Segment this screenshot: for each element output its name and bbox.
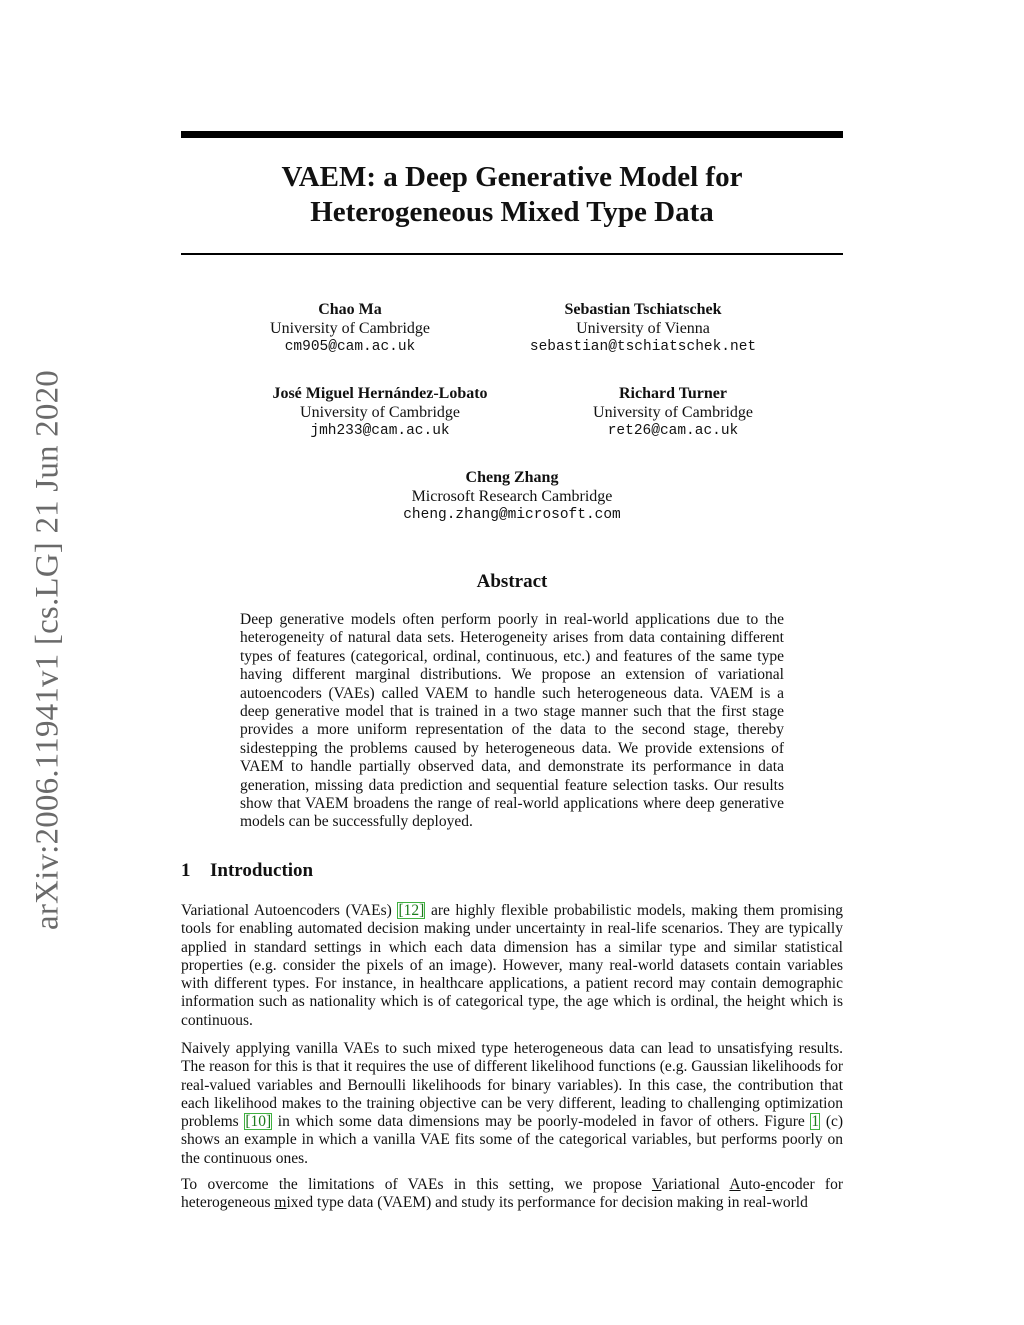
author-name: Cheng Zhang [465, 469, 559, 486]
section-heading [181, 860, 313, 882]
paragraph-text: (c) shows an example in which a vanilla VAE fits some of the categorical variables, but performs poorly on the continuous ones. [181, 1113, 844, 1167]
paragraph-text: ariational [661, 1176, 720, 1193]
paragraph-text: ixed type data (VAEM) and study its performance for decision making in real-world [286, 1194, 808, 1212]
arxiv-identifier [28, 360, 68, 940]
paragraph-text: are highly flexible probabilistic models, making them promising tools for enabling automated decision making under uncertainty in real-life scenarios. They are typically applied in standard settings in which each data dimension has a similar type and similar statistical properties (e.g. consider the pixels of an image). However, many real-world datasets contain variables with different types. For instance, in healthcare applications, a patient record may contain demographic information such as nationality which is of categorical type, the age which is ordinal, the height which is continuous. [181, 902, 843, 1029]
section-title: Introduction [210, 860, 314, 881]
author-block [553, 384, 793, 441]
author-block [240, 384, 520, 441]
author-email[interactable]: cm905@cam.ac.uk [284, 339, 416, 355]
author-name: Chao Ma [318, 301, 382, 318]
author-email[interactable]: ret26@cam.ac.uk [607, 423, 739, 439]
abstract-text: Deep generative models often perform poorly in real-world applications due to the heterogeneity of natural data sets. Heterogeneity arises from data containing different types of features (categorical, ordinal, continuous, etc.) and features of the same type having different marginal distributions. We propose an extension of variational autoencoders (VAEs) called VAEM to handle such heterogeneous data. VAEM is a deep generative model that is trained in a two stage manner such that the first stage provides a more uniform representation of the data to the second stage, thereby sidestepping the problems caused by heterogeneous data. We provide extensions of VAEM to handle partially observed data, and demonstrate its performance in data generation, missing data prediction and sequential feature selection tasks. Our results show that VAEM broadens the range of real-world applications where deep generative models can be successfully deployed. [240, 611, 784, 831]
intro-paragraph-2 [181, 1040, 843, 1168]
underlined-letter: V [651, 1176, 662, 1193]
citation-link[interactable]: [12] [398, 902, 425, 919]
arxiv-identifier-text: arXiv:2006.11941v1 [cs.LG] 21 Jun 2020 [29, 370, 66, 930]
title-bottom-rule [181, 253, 843, 255]
underlined-letter: m [274, 1194, 287, 1212]
underlined-letter: A [729, 1176, 741, 1193]
paragraph-text: uto- [740, 1176, 766, 1193]
intro-paragraph-1 [181, 902, 843, 1030]
abstract-heading: Abstract [476, 571, 548, 592]
underlined-letter: e [765, 1176, 773, 1193]
citation-link[interactable]: [10] [245, 1113, 272, 1131]
author-block [513, 300, 773, 357]
author-email[interactable]: sebastian@tschiatschek.net [529, 339, 757, 355]
paper-title [181, 160, 843, 230]
paragraph-text: ncoder for heterogeneous [181, 1176, 843, 1212]
author-affiliation: University of Vienna [576, 320, 710, 337]
author-email[interactable]: jmh233@cam.ac.uk [310, 423, 450, 439]
figure-reference-link[interactable]: 1 [811, 1113, 820, 1131]
title-top-rule [181, 131, 843, 138]
author-name: José Miguel Hernández-Lobato [272, 385, 488, 402]
author-affiliation: University of Cambridge [270, 320, 430, 337]
author-email[interactable]: cheng.zhang@microsoft.com [403, 507, 621, 523]
author-block [352, 468, 672, 525]
paper-title-line-2: Heterogeneous Mixed Type Data [310, 196, 714, 228]
intro-paragraph-3 [181, 1176, 843, 1213]
author-block [230, 300, 470, 357]
paragraph-text: Variational Autoencoders (VAEs) [181, 902, 392, 919]
author-affiliation: Microsoft Research Cambridge [411, 488, 613, 505]
paragraph-text: in which some data dimensions may be poorly-modeled in favor of others. Figure [277, 1113, 805, 1131]
author-affiliation: University of Cambridge [593, 404, 753, 421]
author-affiliation: University of Cambridge [300, 404, 460, 421]
author-name: Richard Turner [618, 385, 727, 402]
section-number: 1 [181, 860, 191, 881]
paragraph-text: To overcome the limitations of VAEs in this setting, we propose [181, 1176, 642, 1193]
paragraph-text: Naively applying vanilla VAEs to such mixed type heterogeneous data can lead to unsatisfying results. The reason for this is that it requires the use of different likelihood functions (e.g. Gaussian likelihoods for real-valued variables and Bernoulli likelihoods for binary variables). In this case, the contribution that each likelihood makes to the training objective can be very different, leading to challenging optimization problems [181, 1040, 843, 1131]
paper-title-line-1: VAEM: a Deep Generative Model for [281, 161, 743, 193]
author-name: Sebastian Tschiatschek [564, 301, 722, 318]
